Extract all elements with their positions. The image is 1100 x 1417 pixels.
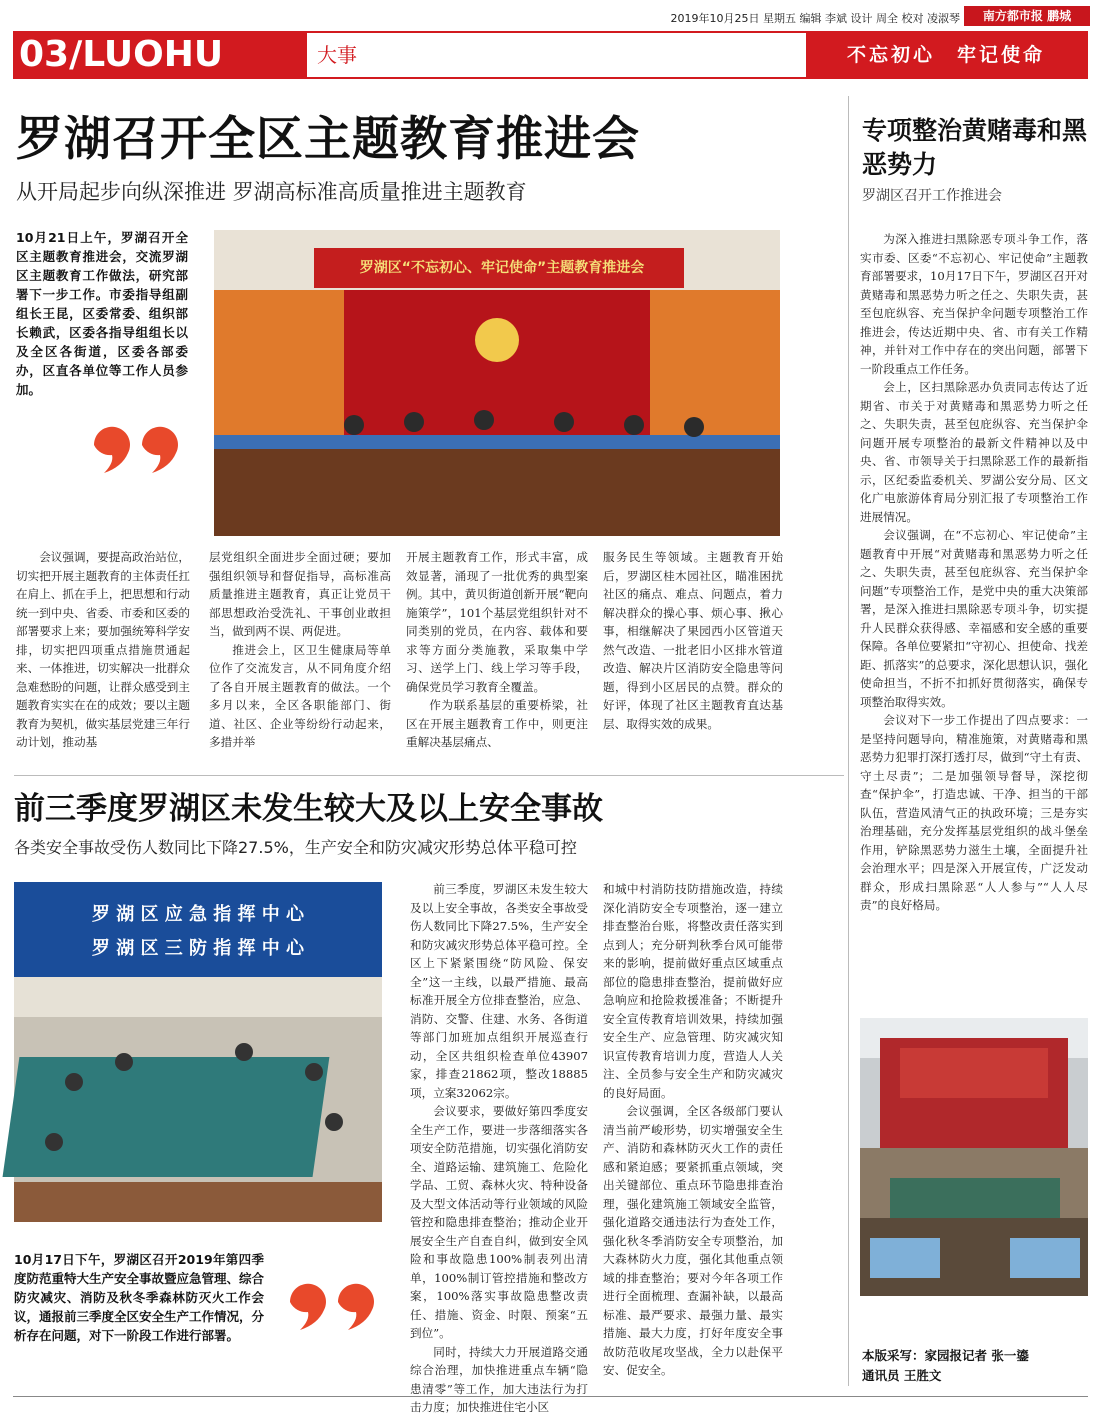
meeting-photo: [214, 230, 780, 536]
story2-lead: 10月17日下午，罗湖区召开2019年第四季度防范重特大生产安全事故暨应急管理、综合防灾减灾、消防及秋冬季森林防灭火工作会议，通报前三季度全区安全生产工作情况，分析存在问题，对下一阶段工作进行部署。: [14, 1252, 265, 1343]
story3-headline: 专项整治黄赌毒和黑恶势力: [862, 116, 1088, 179]
paragraph: 层党组织全面进步全面过硬；要加强组织领导和督促指导，高标准高质量推进主题教育，真正让党员干部思想政治受洗礼、干事创业敢担当，做到两不误、两促进。: [209, 550, 391, 638]
paragraph: 前三季度，罗湖区未发生较大及以上安全事故，各类安全事故受伤人数同比下降27.5%，生产安全和防灾减灾形势总体平稳可控。全区上下紧紧围绕“防风险、保安全”这一主线，以最严措施、最高标准开展全方位排查整治，应急、消防、交警、住建、水务、各街道等部门加班加点组织开展巡查行动，全区共组织检查单位43907家，排查21862项，整改18885项，立案32062宗。: [410, 882, 588, 1100]
story1-column-3: [406, 548, 588, 760]
page-banner: [13, 31, 1088, 79]
bottom-rule: [13, 1396, 1088, 1397]
story1-headline: 罗湖召开全区主题教育推进会: [16, 112, 640, 167]
paragraph: 和城中村消防技防措施改造，持续深化消防安全专项整治，逐一建立排查整治台账，将整改责任落实到点到人；充分研判秋季台风可能带来的影响，提前做好重点区域重点部位的隐患排查整治，提前做好应急响应和抢险救援准备；不断提升安全宣传教育培训效果，持续加强安全生产、应急管理、防灾减灾知识宣传教育培训力度，营造人人关注、全员参与安全生产和防灾减灾的良好局面。: [603, 882, 783, 1100]
section-label: 大事: [317, 43, 357, 67]
section-divider: [14, 775, 844, 776]
column-divider: [848, 96, 849, 1386]
story1-column-1: [16, 548, 190, 760]
paragraph: 推进会上，区卫生健康局等单位作了交流发言，从不同角度介绍了各自开展主题教育的做法。一个多月以来，全区各职能部门、街道、社区、企业等纷纷行动起来，多措并举: [209, 642, 391, 749]
page-number-label: 03/LUOHU: [15, 33, 307, 77]
conference-room-photo: [860, 1018, 1088, 1296]
editor-credit: 编辑 李斌: [799, 12, 847, 25]
story2-headline: 前三季度罗湖区未发生较大及以上安全事故: [14, 791, 603, 827]
paragraph: 会议强调，在“不忘初心、牢记使命”主题教育中开展“对黄赌毒和黑恶势力听之任之、失职失责，甚至包庇纵容、充当保护伞问题”专项整治工作，是党中央的重大决策部署，是深入推进扫黑除恶专项斗争，切实提升人民群众获得感、幸福感和安全感的重要保障。各单位要紧扣“守初心、担使命、找差距、抓落实”的总要求，深化思想认识，强化使命担当，不折不扣抓好贯彻落实，确保专项整治取得实效。: [860, 528, 1088, 709]
story3-body: [860, 230, 1088, 1000]
photo-sign-emergency: 罗 湖 区 应 急 指 挥 中 心: [91, 904, 305, 925]
issue-date: 2019年10月25日: [670, 12, 760, 25]
paragraph: 会上，区扫黑除恶办负责同志传达了近期省、市关于对黄赌毒和黑恶势力听之任之、失职失责，甚至包庇纵容、充当保护伞问题开展专项整治的最新文件精神以及中央、省、市领导关于扫黑除恶工作的最新指示，区纪委监委机关、罗湖公安分局、区文化广电旅游体育局分别汇报了专项整治工作进展情况。: [860, 380, 1088, 524]
quote-mark-icon: [86, 405, 186, 475]
story2-column-1: [410, 880, 588, 1414]
correspondent-credit: 通讯员 王胜文: [862, 1368, 942, 1383]
paragraph: 会议要求，要做好第四季度安全生产工作，要进一步落细落实各项安全防范措施，切实强化消防安全、道路运输、建筑施工、危险化学品、工贸、森林火灾、特种设备及大型文体活动等行业领域的风险管控和隐患排查整治；推动企业开展安全生产自查自纠，做到安全风险和事故隐患100%制表列出清单，100%制订管控措施和整改方案，100%落实事故隐患整改责任、措施、资金、时限、预案“五到位”。: [410, 1104, 588, 1340]
story1-column-4: [603, 548, 783, 760]
meeting-photo-banner-text: 罗湖区“不忘初心、牢记使命”主题教育推进会: [359, 260, 645, 276]
slogan-label: 不忘初心 牢记使命: [806, 33, 1086, 77]
story1-lead: 10月21日上午，罗湖召开全区主题教育推进会，交流罗湖区主题教育工作做法，研究部署下一步工作。市委指导组副组长王昆，区委常委、组织部长赖武，区委各指导组组长以及全区各街道，区委各部委办，区直各单位等工作人员参加。: [16, 230, 188, 397]
paragraph: 为深入推进扫黑除恶专项斗争工作，落实市委、区委“不忘初心、牢记使命”主题教育部署要求，10月17日下午，罗湖区召开对黄赌毒和黑恶势力听之任之、失职失责，甚至包庇纵容、充当保护伞问题专项整治工作推进会，传达近期中央、省、市有关工作精神，并针对工作中存在的突出问题，部署下一阶段重点工作任务。: [860, 232, 1088, 376]
story1-subhead: 从开局起步向纵深推进 罗湖高标准高质量推进主题教育: [16, 180, 527, 204]
story-credits: [862, 1346, 1088, 1386]
command-center-photo: [14, 882, 382, 1222]
photo-sign-flood: 罗 湖 区 三 防 指 挥 中 心: [91, 938, 305, 959]
reporter-credit: 本版采写：家园报记者 张一鎏: [862, 1348, 1029, 1363]
design-credit: 设计 周全: [850, 12, 898, 25]
story2-column-2: [603, 880, 783, 1380]
paragraph: 服务民生等领域。主题教育开始后，罗湖区桂木园社区，瞄准困扰社区的痛点、难点、问题点，着力解决群众的操心事、烦心事、揪心事，相继解决了果园西小区管道天然气改造、一批老旧小区排水管道改造、解决片区消防安全隐患等问题，得到小区居民的点赞。群众的好评，体现了社区主题教育直达基层、取得实效的成果。: [603, 550, 783, 731]
paragraph: 会议强调，要提高政治站位，切实把开展主题教育的主体责任扛在肩上、抓在手上，把思想和行动统一到中央、省委、市委和区委的部署要求上来；要加强统筹科学安排，切实把四项重点措施贯通起来、一体推进，切实解决一批群众急难愁盼的问题，让群众感受到主题教育实实在在的成效；要以主题教育为契机，做实基层党建三年行动计划，推动基: [16, 550, 190, 749]
page-meta-line: [560, 10, 960, 26]
paragraph: 作为联系基层的重要桥梁，社区在开展主题教育工作中，则更注重解决基层痛点、: [406, 698, 588, 749]
paragraph: 开展主题教育工作，形式丰富，成效显著，涌现了一批优秀的典型案例。其中，黄贝街道创新开展“靶向施策学”，101个基层党组织针对不同类别的党员，在内容、载体和要求等方面分类施教，采取集中学习、送学上门、线上学习等手段，确保党员学习教育全覆盖。: [406, 550, 588, 694]
paragraph: 会议对下一步工作提出了四点要求：一是坚持问题导向，精准施策，对黄赌毒和黑恶势力犯罪打深打透打尽，做到“守土有责、守土尽责”；二是加强领导督导，深挖彻查“保护伞”，打造忠诚、干净、担当的干部队伍，营造风清气正的执政环境；三是夯实治理基础，充分发挥基层党组织的战斗堡垒作用，铲除黑恶势力滋生土壤，全面提升社会治理水平；四是深入开展宣传，广泛发动群众，形成扫黑除恶“人人参与”“人人尽责”的良好格局。: [860, 713, 1088, 912]
story2-subhead: 各类安全事故受伤人数同比下降27.5%，生产安全和防灾减灾形势总体平稳可控: [14, 838, 577, 857]
proof-credit: 校对 凌淑琴: [901, 12, 960, 25]
newspaper-logo: 南方都市报 鹏城: [964, 6, 1090, 26]
story1-column-2: [209, 548, 391, 760]
issue-weekday: 星期五: [763, 12, 796, 25]
paragraph: 同时，持续大力开展道路交通综合治理，加快推进重点车辆“隐患清零”等工作，加大违法行为打击力度；加快推进住宅小区: [410, 1344, 588, 1414]
story3-subhead: 罗湖区召开工作推进会: [862, 188, 1002, 204]
quote-mark-icon: [282, 1262, 382, 1332]
paragraph: 会议强调，全区各级部门要认清当前严峻形势，切实增强安全生产、消防和森林防灭火工作的责任感和紧迫感；要紧抓重点领域，突出关键部位、重点环节隐患排查治理，强化建筑施工领域安全监管，强化道路交通违法行为查处工作，强化秋冬季消防安全专项整治，加大森林防火力度，强化其他重点领域的排查整治；要对今年各项工作进行全面梳理、查漏补缺，以最高标准、最严要求、最强力量、最实措施、最大力度，打好年度安全事故防范收尾攻坚战，全力以赴保平安、促安全。: [603, 1104, 783, 1377]
